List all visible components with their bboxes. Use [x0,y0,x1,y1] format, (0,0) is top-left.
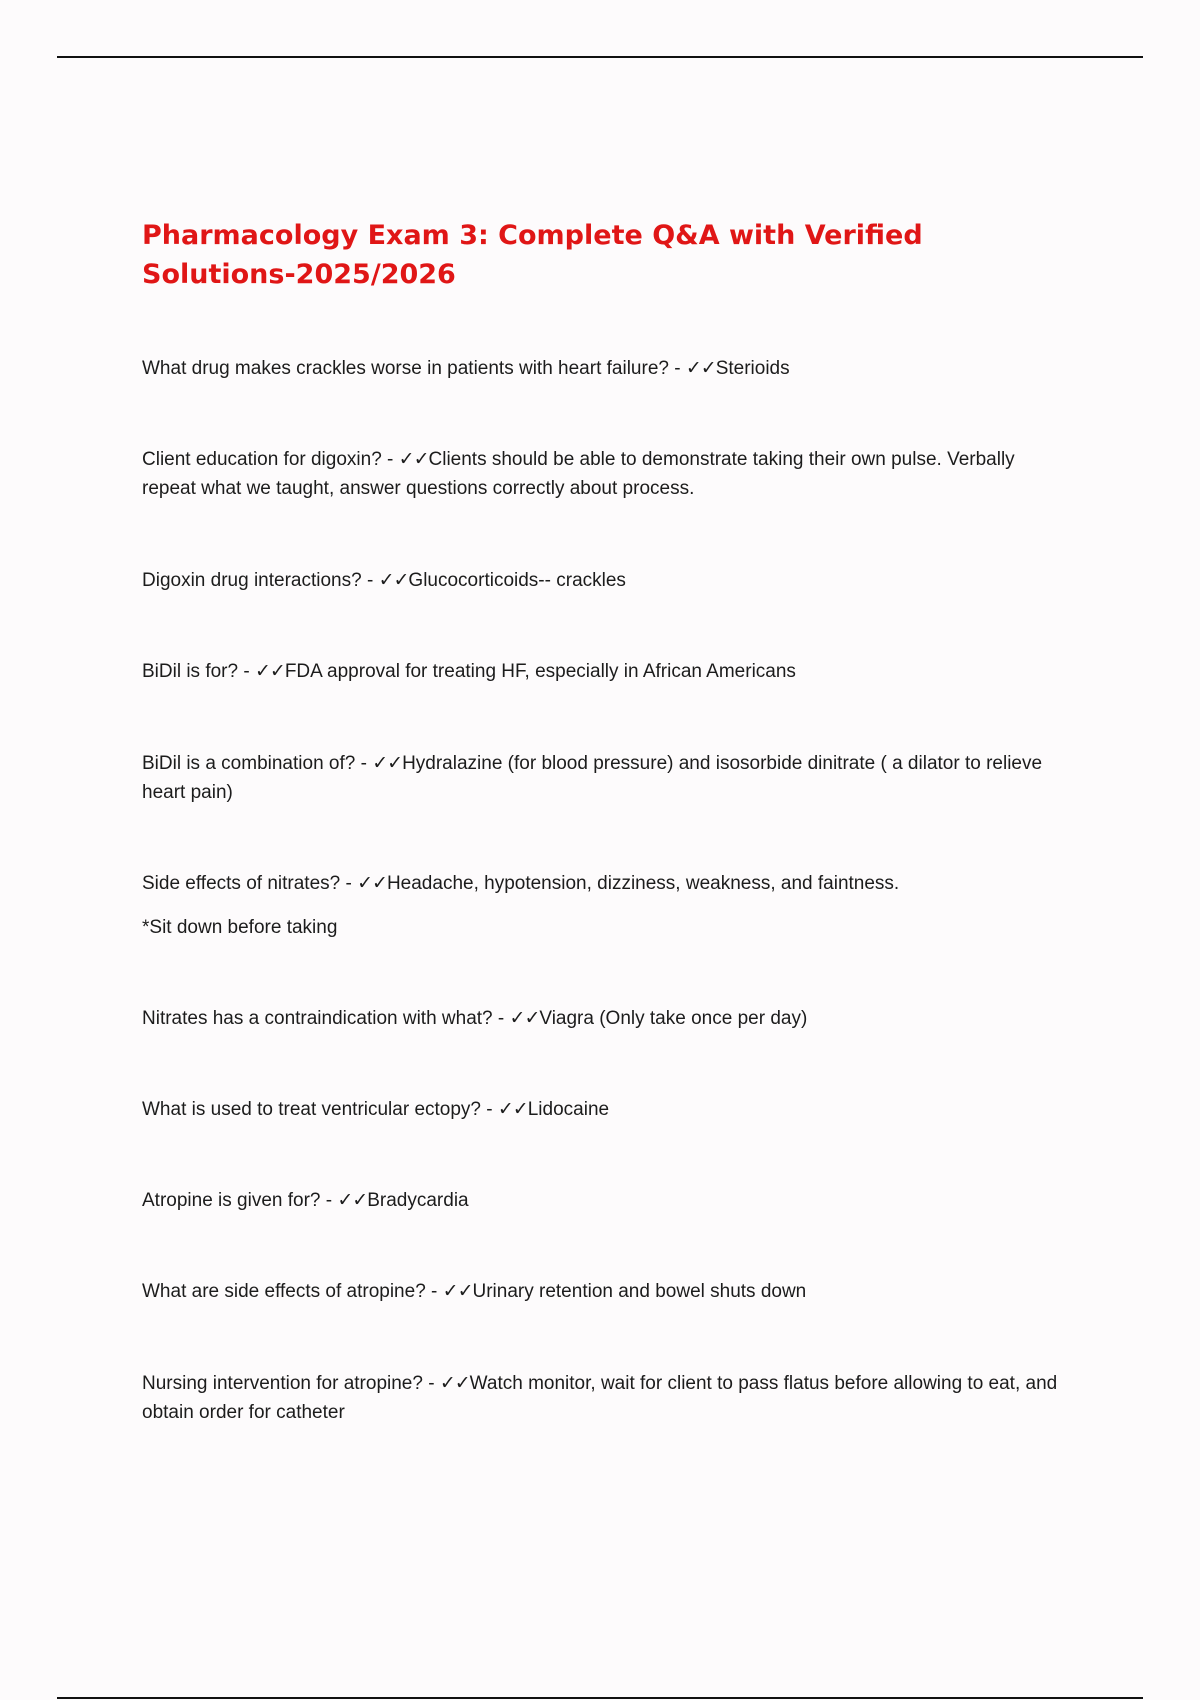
check-icon: ✓✓ [378,570,409,591]
separator: - [361,570,379,591]
question: Digoxin drug interactions? [142,570,362,591]
qa-item-9 [142,1186,1072,1215]
qa-item-10 [142,1277,1072,1306]
qa-item-2 [142,445,1072,503]
separator: - [425,1281,443,1302]
answer: Sterioids [715,358,790,379]
qa-item-7 [142,1004,1072,1033]
qa-item-8 [142,1095,1072,1124]
qa-item-11 [142,1369,1072,1427]
answer: Hydralazine (for blood pressure) and isosorbide dinitrate ( a dilator to relieve heart pain) [142,753,1043,803]
check-icon: ✓✓ [254,661,285,682]
answer: FDA approval for treating HF, especially in African Americans [284,661,796,682]
question: BiDil is a combination of? [142,753,356,774]
check-icon: ✓✓ [497,1099,528,1120]
separator: - [238,661,255,682]
check-icon: ✓✓ [337,1190,368,1211]
qa-item-1 [142,354,1072,383]
check-icon: ✓✓ [442,1281,473,1302]
question: What are side effects of atropine? [142,1281,426,1302]
question: What is used to treat ventricular ectopy? [142,1099,481,1120]
check-icon: ✓✓ [509,1008,540,1029]
question: BiDil is for? [142,661,239,682]
separator: - [492,1008,510,1029]
separator: - [355,753,373,774]
answer: Lidocaine [527,1099,610,1120]
answer: Viagra (Only take once per day) [539,1008,808,1029]
check-icon: ✓✓ [357,873,387,894]
separator: - [381,449,399,470]
document-title: Pharmacology Exam 3: Complete Q&A with Verified Solutions-2025/2026 [142,220,923,290]
answer: Watch monitor, wait for client to pass flatus before allowing to eat, and obtain order for catheter [142,1373,1058,1423]
check-icon: ✓✓ [685,358,716,379]
qa-item-4 [142,657,1072,686]
qa-item-5 [142,749,1072,807]
check-icon: ✓✓ [439,1373,470,1394]
bottom-rule [57,1697,1143,1699]
answer: Headache, hypotension, dizziness, weakness, and faintness. [386,873,900,894]
question: Client education for digoxin? [142,449,382,470]
qa-item-6 [142,869,1072,898]
answer: Glucocorticoids-- crackles [408,570,626,591]
check-icon: ✓✓ [372,753,403,774]
qa-note: *Sit down before taking [142,917,338,938]
qa-item-3 [142,566,1072,595]
separator: - [422,1373,440,1394]
top-rule [57,56,1143,58]
separator: - [320,1190,338,1211]
separator: - [340,873,358,894]
separator: - [481,1099,498,1120]
answer: Bradycardia [367,1190,469,1211]
question: Atropine is given for? [142,1190,321,1211]
separator: - [668,358,686,379]
question: Side effects of nitrates? [142,873,341,894]
question: Nitrates has a contraindication with what? [142,1008,493,1029]
answer: Urinary retention and bowel shuts down [472,1281,807,1302]
question: What drug makes crackles worse in patients with heart failure? [142,358,669,379]
answer: Clients should be able to demonstrate taking their own pulse. Verbally repeat what we taught, answer questions correctly about process. [142,449,1015,499]
question: Nursing intervention for atropine? [142,1373,423,1394]
check-icon: ✓✓ [398,449,429,470]
